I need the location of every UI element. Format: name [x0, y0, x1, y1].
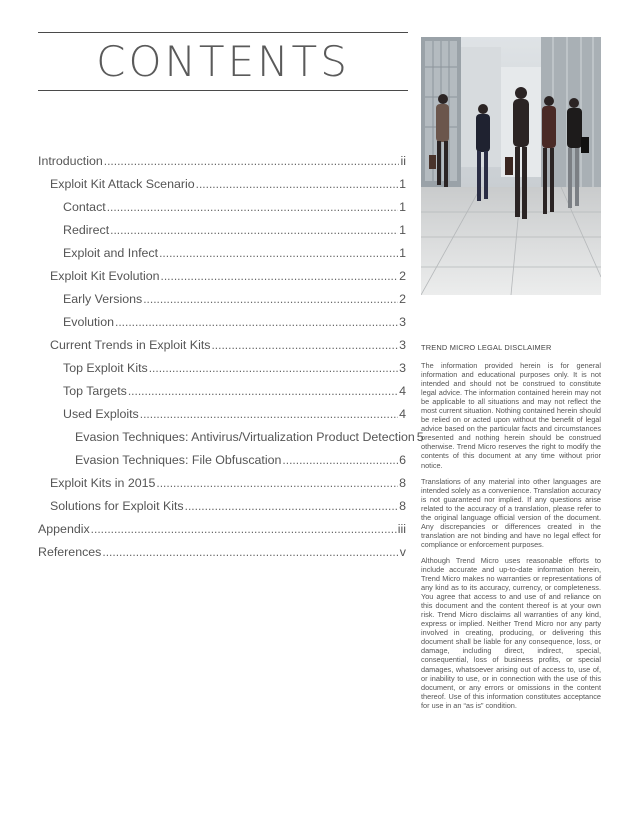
toc-entry[interactable]: [38, 200, 406, 223]
toc-entry-title: Exploit Kits in 2015: [50, 476, 156, 490]
toc-entry-title: Evasion Techniques: Antivirus/Virtualization Product Detection: [75, 430, 415, 444]
toc-entry-page: 2: [399, 292, 406, 306]
toc-entry-title: Exploit and Infect: [63, 246, 159, 260]
toc-dot-leader: [110, 223, 398, 237]
toc-entry-title: Evolution: [63, 315, 114, 329]
toc-entry[interactable]: [38, 269, 406, 292]
toc-dot-leader: [149, 361, 398, 375]
toc-entry[interactable]: [38, 499, 406, 522]
disclaimer-title: TREND MICRO LEGAL DISCLAIMER: [421, 343, 552, 352]
toc-entry-page: 1: [399, 223, 406, 237]
toc-entry[interactable]: [38, 338, 406, 361]
toc-entry[interactable]: [38, 246, 406, 269]
toc-entry[interactable]: [38, 430, 424, 453]
toc-entry-page: 3: [399, 361, 406, 375]
toc-dot-leader: [159, 246, 398, 260]
toc-entry[interactable]: [38, 476, 406, 499]
toc-entry-page: ii: [400, 154, 406, 168]
toc-entry[interactable]: [38, 292, 406, 315]
toc-entry[interactable]: [38, 453, 406, 476]
toc-entry-page: 4: [399, 407, 406, 421]
toc-dot-leader: [102, 545, 398, 559]
toc-entry-page: 1: [399, 177, 406, 191]
toc-entry[interactable]: [38, 407, 406, 430]
toc-dot-leader: [107, 200, 398, 214]
toc-entry[interactable]: [38, 384, 406, 407]
toc-entry[interactable]: [38, 223, 406, 246]
disclaimer-paragraph: Translations of any material into other languages are intended solely as a convenience. Translation accuracy is not guaranteed nor implied. If any questions arise related to the accuracy of a translation, please refer to the original language official version of the document. Any discrepancies or differences created in the translation are not binding and have no legal effect for compliance or enforcement purposes.: [421, 476, 601, 549]
toc-dot-leader: [185, 499, 398, 513]
toc-dot-leader: [128, 384, 398, 398]
toc-entry-page: 3: [399, 338, 406, 352]
toc-entry[interactable]: [38, 315, 406, 338]
toc-dot-leader: [211, 338, 398, 352]
toc-entry-title: Introduction: [38, 154, 103, 168]
cover-photo: [421, 37, 601, 295]
toc-entry-title: Early Versions: [63, 292, 143, 306]
toc-entry-page: 8: [399, 499, 406, 513]
toc-dot-leader: [282, 453, 398, 467]
toc-dot-leader: [161, 269, 399, 283]
disclaimer-paragraph: The information provided herein is for general information and educational purposes only. It is not intended and should not be construed to constitute legal advice. The information contained herein may not be applicable to all situations and may not reflect the most current situation. Nothing contained herein should be relied on or acted upon without the benefit of legal advice based on the particular facts and circumstances presented and nothing herein should be construed otherwise. Trend Micro reserves the right to modify the contents of this document at any time without prior notice.: [421, 361, 601, 470]
toc-entry-title: References: [38, 545, 102, 559]
title-rule-top: [38, 32, 408, 33]
toc-entry[interactable]: [38, 177, 406, 200]
toc-entry-page: 4: [399, 384, 406, 398]
toc-entry-page: 3: [399, 315, 406, 329]
toc-entry-title: Current Trends in Exploit Kits: [50, 338, 211, 352]
toc-entry-title: Appendix: [38, 522, 90, 536]
legal-disclaimer: [421, 343, 601, 717]
toc-entry-title: Contact: [63, 200, 106, 214]
toc-entry-title: Exploit Kit Attack Scenario: [50, 177, 195, 191]
toc-entry-title: Exploit Kit Evolution: [50, 269, 160, 283]
toc-dot-leader: [196, 177, 398, 191]
toc-entry[interactable]: [38, 545, 406, 568]
toc-entry-page: 1: [399, 200, 406, 214]
toc-entry-title: Used Exploits: [63, 407, 139, 421]
toc-dot-leader: [140, 407, 398, 421]
toc-dot-leader: [104, 154, 400, 168]
toc-entry-title: Top Targets: [63, 384, 127, 398]
toc-dot-leader: [143, 292, 398, 306]
toc-entry-page: 8: [399, 476, 406, 490]
toc-entry-page: v: [399, 545, 406, 559]
toc-dot-leader: [91, 522, 397, 536]
toc-entry-title: Evasion Techniques: File Obfuscation: [75, 453, 282, 467]
page-title: CONTENTS: [96, 37, 350, 86]
toc-entry-page: 6: [399, 453, 406, 467]
toc-dot-leader: [156, 476, 398, 490]
toc-entry-page: 5: [416, 430, 424, 444]
toc-entry-title: Redirect: [63, 223, 110, 237]
toc-entry-page: 2: [399, 269, 406, 283]
toc-entry-title: Solutions for Exploit Kits: [50, 499, 184, 513]
toc-entry[interactable]: [38, 522, 406, 545]
toc-entry-title: Top Exploit Kits: [63, 361, 148, 375]
toc-entry-page: iii: [397, 522, 406, 536]
disclaimer-paragraph: Although Trend Micro uses reasonable efforts to include accurate and up-to-date information herein, Trend Micro makes no warranties or representations of any kind as to its accuracy, currency, or completeness. You agree that access to and use of and reliance on this document and the content thereof is at your own risk. Trend Micro disclaims all warranties of any kind, express or implied. Neither Trend Micro nor any party involved in creating, producing, or delivering this document shall be liable for any consequence, loss, or damage, including direct, indirect, special, consequential, loss of business profits, or special damages, whatsoever arising out of access to, use of, or inability to use, or in connection with the use of this document, or any errors or omissions in the content thereof. Use of this information constitutes acceptance for use in an “as is” condition.: [421, 555, 601, 710]
title-rule-bottom: [38, 90, 408, 91]
toc-dot-leader: [115, 315, 398, 329]
toc-entry[interactable]: [38, 154, 406, 177]
table-of-contents: [38, 154, 424, 568]
toc-entry-page: 1: [399, 246, 406, 260]
toc-entry[interactable]: [38, 361, 406, 384]
